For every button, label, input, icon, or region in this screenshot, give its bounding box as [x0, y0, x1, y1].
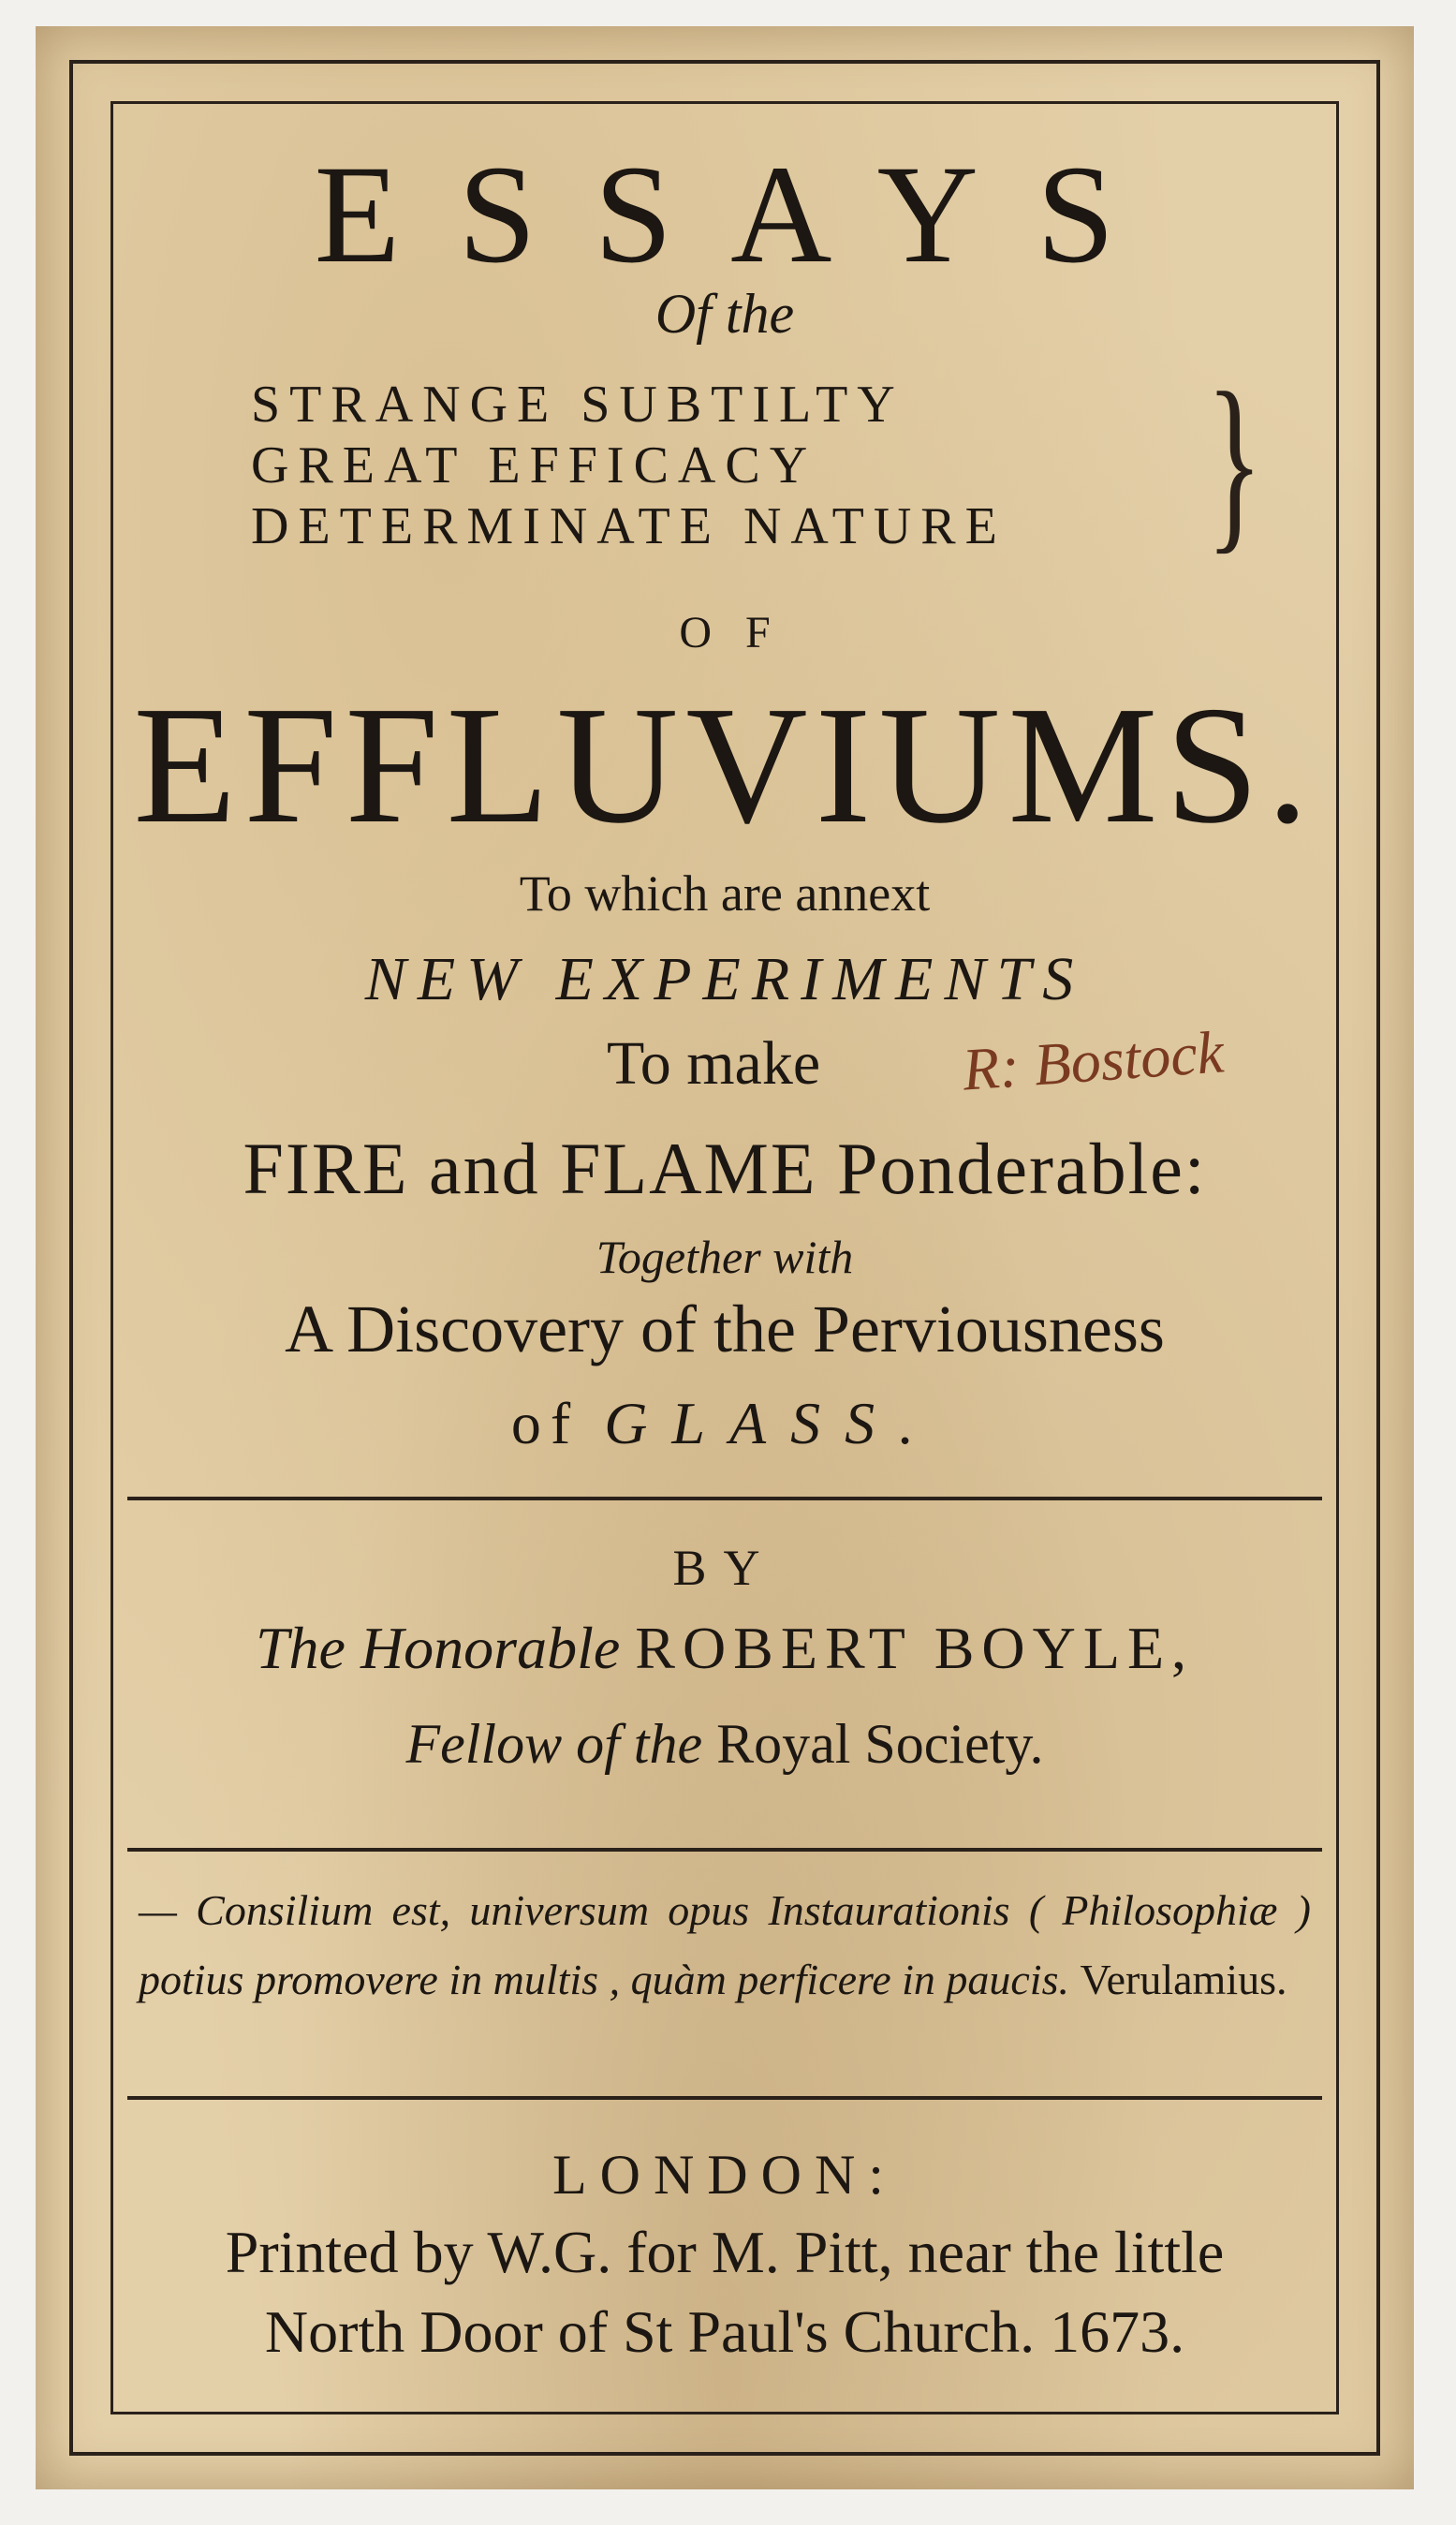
to-make-text: To make	[607, 1029, 821, 1098]
subhead-determinate-nature: DETERMINATE NATURE	[251, 497, 1007, 555]
together-with-text: Together with	[596, 1231, 854, 1283]
by-text: BY	[672, 1540, 777, 1596]
heading-effluviums: EFFLUVIUMS.	[133, 672, 1316, 858]
title-page	[36, 26, 1414, 2489]
author-name: ROBERT BOYLE,	[635, 1615, 1195, 1681]
divider-rule	[127, 1497, 1322, 1500]
epigraph-quote	[139, 1876, 1311, 2015]
brace-icon: }	[1206, 353, 1263, 570]
glass-text: GLASS.	[604, 1390, 939, 1456]
author-line	[110, 1614, 1339, 1683]
divider-rule	[127, 1848, 1322, 1852]
title-page-content	[110, 101, 1339, 2414]
divider-rule	[127, 2096, 1322, 2100]
of-text: OF	[679, 608, 804, 657]
quote-author: Verulamius.	[1080, 1956, 1287, 2003]
subhead-great-efficacy: GREAT EFFICACY	[251, 436, 817, 495]
fire-flame-text: FIRE and FLAME Ponderable:	[243, 1128, 1207, 1209]
new-experiments-text: NEW EXPERIMENTS	[364, 945, 1085, 1013]
handwritten-signature: R: Bostock	[960, 1018, 1227, 1103]
fellow-society: Royal Society.	[716, 1713, 1044, 1775]
fellow-line	[110, 1712, 1339, 1777]
imprint-london: LONDON:	[552, 2144, 897, 2206]
heading-essays: ESSAYS	[314, 137, 1173, 292]
imprint-line-1: Printed by W.G. for M. Pitt, near the little	[225, 2219, 1225, 2285]
imprint-line-2: North Door of St Paul's Church. 1673.	[264, 2298, 1185, 2365]
glass-line	[110, 1389, 1339, 1458]
author-prefix: The Honorable	[255, 1615, 621, 1681]
subhead-strange-subtilty: STRANGE SUBTILTY	[251, 376, 904, 434]
quote-text: — Consilium est, universum opus Instaurationis ( Philosophiæ ) potius promovere in multis , quàm perficere in paucis.	[139, 1886, 1311, 2003]
discovery-text: A Discovery of the Perviousness	[285, 1292, 1165, 1366]
annext-text: To which are annext	[519, 865, 931, 922]
of-the-text: Of the	[654, 283, 795, 345]
of-glass-prefix: of	[510, 1390, 581, 1456]
fellow-prefix: Fellow of the	[405, 1713, 703, 1775]
